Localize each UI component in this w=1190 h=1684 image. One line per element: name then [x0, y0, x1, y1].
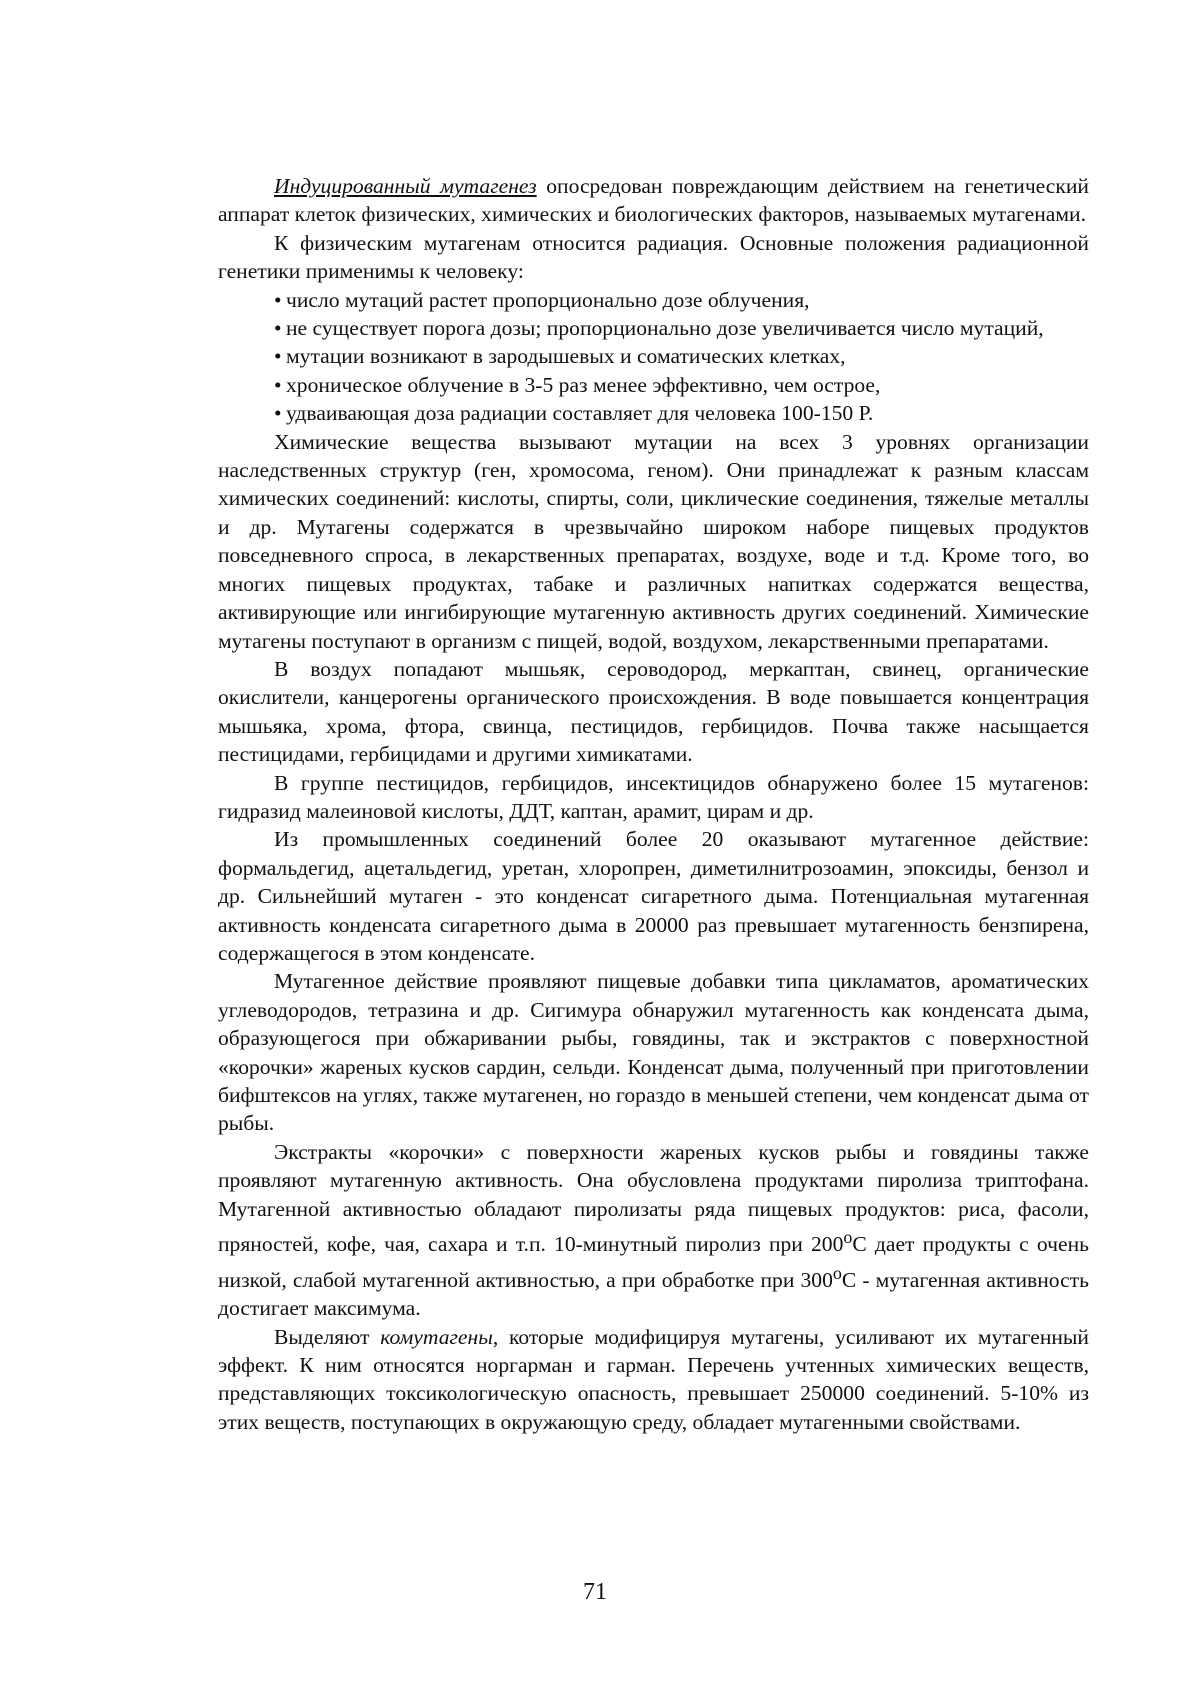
bullet-icon: •: [274, 344, 282, 369]
paragraph-air-water-soil: В воздух попадают мышьяк, сероводород, меркаптан, свинец, органические окислители, канцерогены органического происхождения. В воде повышается концентрация мышьяка, хрома, фтора, свинца, пестицидов, гербицидов. Почва также насыщается пестицидами, гербицидами и другими химикатами.: [218, 656, 1089, 767]
bullet-icon: •: [274, 287, 282, 312]
list-item: • хроническое облучение в 3-5 раз менее эффективно, чем острое,: [274, 371, 1089, 399]
paragraph-comutagens: Выделяют комутагены, которые модифицируя мутагены, усиливают их мутагенный эффект. К ним относятся норгарман и гарман. Перечень учтенных химических веществ, представляющих токсикологическую опасность, превышает 250000 соединений. 5-10% из этих веществ, поступающих в окружающую среду, обладает мутагенными свойствами.: [218, 1324, 1089, 1434]
degree-superscript: o: [832, 1262, 842, 1283]
list-item: • удваивающая доза радиации составляет для человека 100-150 Р.: [274, 399, 1089, 427]
list-item: • мутации возникают в зародышевых и соматических клетках,: [274, 342, 1089, 370]
paragraph-text: опосредован повреждающим действием на генетический аппарат клеток физических, химических и биологических факторов, называемых мутагенами.: [218, 174, 1089, 227]
page-body: [218, 172, 1089, 1436]
paragraph-chemical-mutagens: Химические вещества вызывают мутации на всех 3 уровнях организации наследственных структур (ген, хромосома, геном). Они принадлежат к разным классам химических соединений: кислоты, спирты, соли, циклические соединения, тяжелые металлы и др. Мутагены содержатся в чрезвычайно широком наборе пищевых продуктов повседневного спроса, в лекарственных препаратах, воздухе, воде и т.д. Кроме того, во многих пищевых продуктах, табаке и различных напитках содержатся вещества, активирующие или ингибирующие мутагенную активность других соединений. Химические мутагены поступают в организм с пищей, водой, воздухом, лекарственными препаратами.: [218, 429, 1089, 653]
term-induced-mutagenesis: Индуцированный мутагенез: [274, 174, 537, 198]
bullet-icon: •: [274, 401, 282, 426]
list-item: • не существует порога дозы; пропорционально дозе увеличивается число мутаций,: [274, 314, 1089, 342]
bullet-icon: •: [274, 316, 282, 341]
degree-superscript: o: [843, 1227, 853, 1248]
radiation-genetics-list: [218, 286, 1089, 428]
bullet-icon: •: [274, 372, 282, 397]
list-item: • число мутаций растет пропорционально дозе облучения,: [274, 286, 1089, 314]
paragraph-industrial-compounds: Из промышленных соединений более 20 оказывают мутагенное действие: формальдегид, ацетальдегид, уретан, хлоропрен, диметилнитрозоамин, эпоксиды, бензол и др. Сильнейший мутаген - это конденсат сигаретного дыма. Потенциальная мутагенная активность конденсата сигаретного дыма в 20000 раз превышает мутагенность бензпирена, содержащегося в этом конденсате.: [218, 827, 1089, 965]
paragraph-induced-mutagenesis: [218, 172, 1089, 229]
paragraph-crust-extracts: Экстракты «корочки» с поверхности жареных кусков рыбы и говядины также проявляют мутагенную активность. Она обусловлена продуктами пиролиза триптофана. Мутагенной активностью обладают пиролизаты ряда пищевых продуктов: риса, фасоли, пряностей, кофе, чая, сахара и т.п. 10-минутный пиролиз при 200$^o$С дает продукты с очень низкой, слабой мутагенной активностью, а при обработке при 300$^o$С - мутагенная активность достигает максимума.: [218, 1139, 1090, 1321]
term-comutagens: комутагены: [380, 1324, 493, 1349]
paragraph-food-additives: Мутагенное действие проявляют пищевые добавки типа цикламатов, ароматических углеводородов, тетразина и др. Сигимура обнаружил мутагенность как конденсата дыма, образующегося при обжаривании рыбы, говядины, так и экстрактов с поверхностной «корочки» жареных кусков сардин, сельди. Конденсат дыма, полученный при приготовлении бифштексов на углях, также мутагенен, но гораздо в меньшей степени, чем конденсат дыма от рыбы.: [218, 969, 1089, 1136]
paragraph-physical-mutagens: К физическим мутагенам относится радиация. Основные положения радиационной генетики применимы к человеку:: [218, 230, 1089, 284]
paragraph-pesticides: В группе пестицидов, гербицидов, инсектицидов обнаружено более 15 мутагенов: гидразид малеиновой кислоты, ДДТ, каптан, арамит, цирам и др.: [218, 770, 1089, 823]
page-number: 71: [583, 1579, 607, 1605]
